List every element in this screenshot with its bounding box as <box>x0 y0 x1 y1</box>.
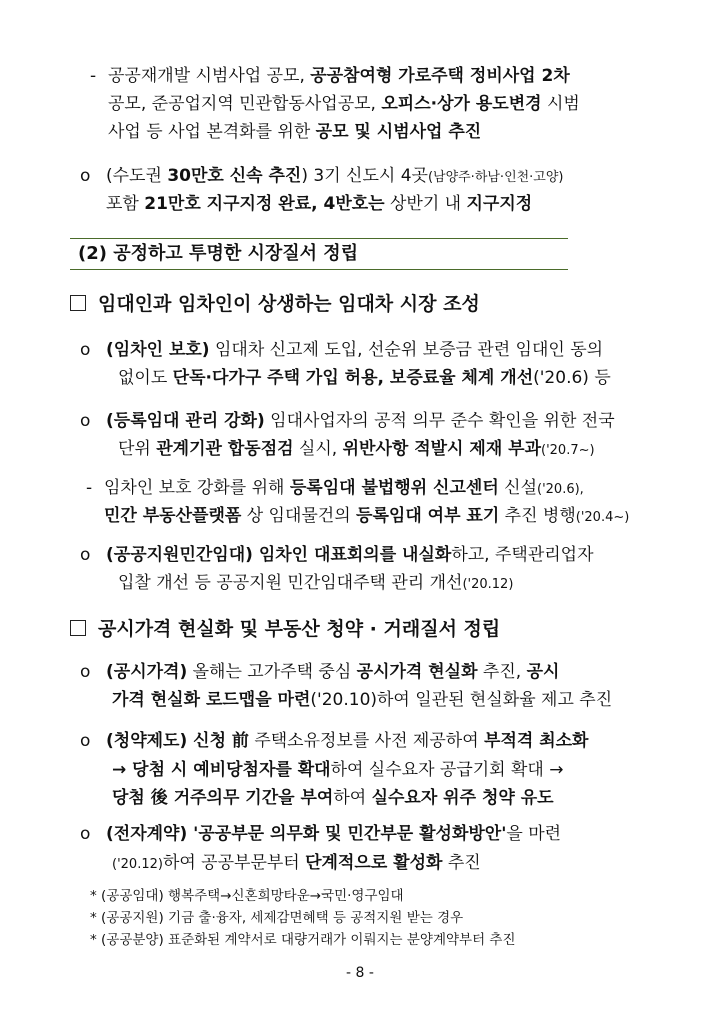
text-bold: 공공참여형 가로주택 정비사업 2차 <box>310 66 570 86</box>
text: 포함 <box>106 194 145 214</box>
text: 올해는 고가주택 중심 <box>187 662 357 682</box>
paragraph-line <box>118 435 595 465</box>
text-small: ('20.12) <box>462 577 514 592</box>
text: 없이도 <box>118 368 173 388</box>
heading-text: 임대인과 임차인이 상생하는 임대차 시장 조성 <box>98 293 480 315</box>
paragraph-line <box>112 686 612 714</box>
text: 을 마련 <box>506 824 562 844</box>
text-bold: 임차인 대표회의를 내실화 <box>252 545 452 565</box>
text-bold: (청약제도) <box>106 731 188 751</box>
text: ('20.10)하여 일관된 현실화율 제고 추진 <box>310 690 613 710</box>
bullet-marker: ο <box>80 545 91 565</box>
bullet-marker: ο <box>80 166 91 186</box>
bullet-marker: ο <box>80 411 91 431</box>
text-bold: 공시 <box>526 662 560 682</box>
section-heading <box>70 238 568 270</box>
text-bold: (공시가격) <box>106 662 188 682</box>
text-bold: 등록임대 여부 표기 <box>356 506 500 526</box>
text: 하여 공공부문부터 <box>162 853 306 873</box>
text-small: ('20.6), <box>537 482 584 497</box>
text: ('20.6) 등 <box>533 368 611 388</box>
text: 추진 병행 <box>499 506 576 526</box>
text-bold: 거주의무 기간을 부여 <box>173 788 334 808</box>
text: 민관합동사업공모, <box>233 94 382 114</box>
text-bold: 부적격 최소화 <box>484 731 589 751</box>
text: 공공재개발 시범사업 공모, <box>108 66 311 86</box>
text-bold: 공모 및 시범사업 추진 <box>315 122 482 142</box>
text: 상 임대물건의 <box>241 506 357 526</box>
bullet-marker: ο <box>80 824 91 844</box>
subsection-heading-price-order <box>70 614 500 644</box>
text: (수도권 <box>106 166 168 186</box>
paragraph-line <box>118 569 513 599</box>
text-bold: (임차인 보호) <box>106 340 210 360</box>
subsection-heading-rental-market <box>70 289 480 319</box>
square-bullet-icon <box>70 295 86 311</box>
paragraph-line <box>112 849 481 879</box>
text: 신설 <box>498 478 537 498</box>
text-bold: (공공지원민간임대) <box>106 545 253 565</box>
paragraph-report-center <box>104 474 584 504</box>
paragraph-line <box>112 784 554 812</box>
footnote: * (공공임대) 행복주택→신혼희망타운→국민·영구임대 <box>90 888 404 904</box>
paragraph-official-price <box>106 658 559 686</box>
paragraph-line <box>112 756 564 784</box>
bullet-marker: ο <box>80 662 91 682</box>
text-bold: → 당첨 시 <box>112 760 194 780</box>
bullet-marker: ο <box>80 731 91 751</box>
text: 임대사업자의 공적 의무 준수 확인을 위한 전국 <box>264 411 615 431</box>
text: 임차인 보호 강화를 위해 <box>104 478 290 498</box>
text-bold: 21만호 지구지정 완료, 4반호는 <box>144 194 385 214</box>
text: 공모, 준공업지역 <box>108 94 234 114</box>
text-bold: 예비당첨자를 확대 <box>193 760 331 780</box>
bullet-marker: ο <box>80 340 91 360</box>
dash-marker: - <box>90 66 97 86</box>
paragraph-e-contract <box>106 820 561 848</box>
text: 하여 <box>333 788 372 808</box>
text: 사업 등 사업 본격화를 위한 <box>108 122 316 142</box>
text-bold: 등록임대 불법행위 신고센터 <box>289 478 499 498</box>
footnote: * (공공지원) 기금 출·융자, 세제감면혜택 등 공적지원 받는 경우 <box>90 910 464 926</box>
text-bold: 가격 현실화 로드맵을 마련 <box>112 690 311 710</box>
text: 단위 <box>118 439 157 459</box>
text: 시범 <box>541 94 580 114</box>
text: 하고, 주택관리업자 <box>451 545 594 565</box>
text: ) 3기 신도시 4곳 <box>301 166 428 186</box>
footnote: * (공공분양) 표준화된 계약서로 대량거래가 이뤄지는 분양계약부터 추진 <box>90 932 516 948</box>
text: 상반기 내 <box>384 194 467 214</box>
text: 주택소유정보를 사전 제공하여 <box>248 731 485 751</box>
text-bold: 지구지정 <box>466 194 533 214</box>
paragraph-public-redevelopment <box>108 62 570 90</box>
text-bold: 당첨 後 <box>112 788 174 808</box>
text-bold: '공공부문 의무화 및 민간부문 활성화방안' <box>187 824 507 844</box>
paragraph-line <box>108 90 580 118</box>
text-bold: 실수요자 위주 청약 유도 <box>371 788 554 808</box>
square-bullet-icon <box>70 620 86 636</box>
text-bold: 단독·다가구 주택 가입 허용, 보증료율 체계 개선 <box>172 368 534 388</box>
text-bold: 관계기관 합동점검 <box>156 439 294 459</box>
page-number: - 8 - <box>346 965 374 981</box>
text-bold: 단계적으로 활성화 <box>305 853 443 873</box>
text: 임대차 신고제 도입, 선순위 보증금 관련 임대인 동의 <box>209 340 604 360</box>
paragraph-subscription <box>106 727 588 755</box>
paragraph-line <box>104 502 629 532</box>
paragraph-line <box>106 190 532 218</box>
text: 실시, <box>293 439 343 459</box>
text-bold: 민간 부동산플랫폼 <box>104 506 242 526</box>
text: 추진 <box>442 853 481 873</box>
paragraph-tenant-protection <box>106 336 603 364</box>
heading-text: 공시가격 현실화 및 부동산 청약 · 거래질서 정립 <box>98 618 501 640</box>
text-small: ('20.4~) <box>575 510 630 525</box>
paragraph-line <box>108 118 481 146</box>
paragraph-metro-300k <box>106 162 564 192</box>
text-bold: (등록임대 관리 강화) <box>106 411 265 431</box>
text-small: (남양주·하남·인천·고양) <box>427 170 564 185</box>
text-small: ('20.7~) <box>541 443 595 458</box>
text-bold: (전자계약) <box>106 824 188 844</box>
text-small: ('20.12) <box>112 857 163 872</box>
section-title: (2) 공정하고 투명한 시장질서 정립 <box>78 243 359 264</box>
text: 추진, <box>477 662 527 682</box>
text: 하여 실수요자 공급기회 확대 → <box>330 760 564 780</box>
text-bold: 신청 前 <box>187 731 249 751</box>
paragraph-public-support-rental <box>106 541 594 569</box>
paragraph-registered-rental <box>106 407 615 435</box>
text: 입찰 개선 등 공공지원 민간임대주택 관리 개선 <box>118 573 463 593</box>
text-bold: 위반사항 적발시 제재 부과 <box>342 439 542 459</box>
paragraph-line <box>118 364 611 392</box>
text-bold: 오피스·상가 용도변경 <box>381 94 542 114</box>
dash-marker: - <box>86 478 93 498</box>
text-bold: 공시가격 현실화 <box>356 662 478 682</box>
text-bold: 30만호 신속 추진 <box>167 166 302 186</box>
